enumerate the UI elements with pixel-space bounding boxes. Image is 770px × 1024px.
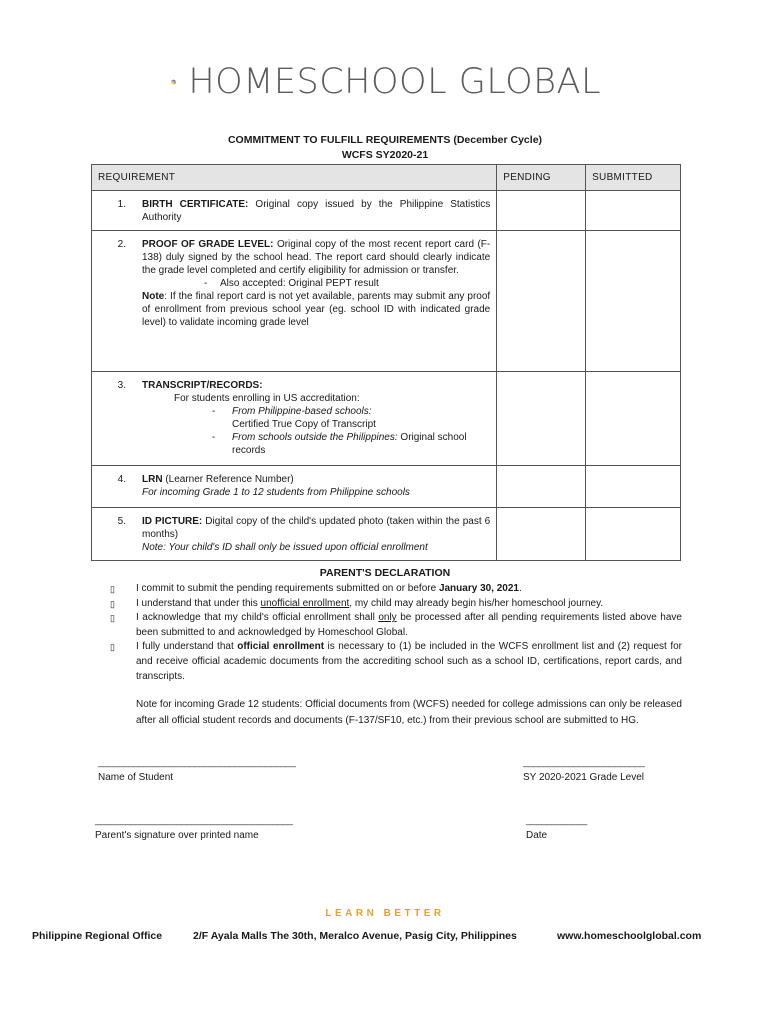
date-line[interactable]: ____________: [526, 815, 587, 826]
item-text: Digital copy of the child's updated photo (taken within the past 6 months): [142, 516, 491, 540]
item-label: BIRTH CERTIFICATE:: [142, 199, 249, 210]
student-name-line[interactable]: _______________________________________: [98, 757, 296, 768]
column-header-submitted: SUBMITTED: [586, 165, 681, 191]
date-label: Date: [526, 830, 548, 841]
item-label: PROOF OF GRADE LEVEL:: [142, 239, 274, 250]
item-number: 2.: [117, 239, 126, 250]
pending-cell[interactable]: [497, 191, 586, 231]
student-name-label: Name of Student: [98, 772, 174, 783]
grade-level-line[interactable]: ________________________: [523, 757, 645, 768]
item-number: 1.: [117, 199, 126, 210]
footer-office: Philippine Regional Office: [32, 930, 163, 942]
table-header-row: [92, 165, 681, 191]
submitted-cell[interactable]: [586, 508, 681, 561]
item-text: Original copy of the most recent report card (F-138) duly signed by the school head. The report card should clearly indicate the grade level completed and certify eligibility for admission or transfer.: [142, 239, 491, 276]
checkbox[interactable]: ▯: [110, 642, 115, 653]
note-label: Note: [142, 291, 165, 302]
table-row: [92, 191, 681, 231]
footer-tagline: LEARN BETTER: [325, 908, 445, 919]
brand-name: HOMESCHOOL GLOBAL: [188, 62, 601, 102]
table-row: 3. TRANSCRIPT/RECORDS: For students enrolling in US accreditation: - From Philippine-based schools: Certified True Copy of Transcript - From schools outside the Philippines: Original school records: [92, 372, 681, 466]
declaration-item: ▯ I understand that under this unofficial enrollment, my child may already begin his/her homeschool journey.: [110, 597, 682, 612]
declaration-item: ▯ I fully understand that official enrollment is necessary to (1) be included in the WCFS enrollment list and (2) request for and receive official academic documents from the accrediting school such as a school ID, certifications, report cards, and transcripts.: [110, 640, 682, 684]
table-row: [92, 508, 681, 561]
table-row: [92, 466, 681, 508]
os-schools-text: Original school records: [232, 432, 467, 456]
checkbox[interactable]: ▯: [110, 613, 115, 624]
item-label: TRANSCRIPT/RECORDS:: [142, 380, 263, 391]
grade-level-label: SY 2020-2021 Grade Level: [523, 772, 645, 783]
item-number: 4.: [117, 474, 126, 485]
document-title: COMMITMENT TO FULFILL REQUIREMENTS (December Cycle): [227, 134, 543, 146]
checkbox[interactable]: ▯: [110, 584, 115, 594]
submitted-cell[interactable]: [586, 466, 681, 508]
item-number: 5.: [117, 516, 126, 527]
submitted-cell[interactable]: [586, 231, 681, 372]
declaration-item: ▯ I acknowledge that my child's official enrollment shall only be processed after all pending requirements listed above have been submitted to and acknowledged by Homeschool Global.: [110, 611, 682, 640]
parent-signature-line[interactable]: _______________________________________: [95, 815, 293, 826]
declaration-title: PARENT'S DECLARATION: [319, 567, 451, 579]
document-subtitle: WCFS SY2020-21: [341, 149, 429, 161]
item-text: Original copy issued by the Philippine Statistics Authority: [142, 199, 491, 223]
homeschool-global-logo-icon: [171, 51, 176, 113]
deadline-date: January 30, 2021: [438, 583, 519, 594]
ph-schools-label: From Philippine-based schools:: [232, 406, 372, 417]
item-label: LRN: [142, 474, 163, 485]
footer-website[interactable]: www.homeschoolglobal.com: [557, 930, 702, 942]
table-row: 2. PROOF OF GRADE LEVEL: Original copy of the most recent report card (F-138) duly signed by the school head. The report card should clearly indicate the grade level completed and certify eligibility for admission or transfer. - Also accepted: Original PEPT result Note: If the final report card is not yet available, parents may submit any proof of enrollment from previous school year (eg. school ID with indicated grade level) to validate incoming grade level: [92, 231, 681, 372]
footer-address: 2/F Ayala Malls The 30th, Meralco Avenue, Pasig City, Philippines: [193, 930, 517, 942]
checkbox[interactable]: ▯: [110, 598, 115, 609]
pending-cell[interactable]: [497, 231, 586, 372]
brand-logo: [171, 50, 601, 114]
os-schools-label: From schools outside the Philippines:: [232, 432, 398, 443]
ph-schools-text: Certified True Copy of Transcript: [232, 419, 376, 430]
submitted-cell[interactable]: [586, 191, 681, 231]
declaration-list: [110, 582, 682, 684]
pending-cell[interactable]: [497, 372, 586, 466]
item-subtext: For incoming Grade 1 to 12 students from Philippine schools: [142, 487, 410, 498]
column-header-pending: PENDING: [497, 165, 586, 191]
submitted-cell[interactable]: [586, 372, 681, 466]
item-alternative: Also accepted: Original PEPT result: [220, 278, 379, 289]
item-text: (Learner Reference Number): [162, 474, 294, 485]
pending-cell[interactable]: [497, 508, 586, 561]
requirements-table: [91, 164, 681, 561]
declaration-item: ▯ I commit to submit the pending requirements submitted on or before January 30, 2021.: [110, 582, 682, 597]
item-intro: For students enrolling in US accreditation:: [174, 393, 360, 404]
pending-cell[interactable]: [497, 466, 586, 508]
item-subtext: Note: Your child's ID shall only be issued upon official enrollment: [142, 542, 428, 553]
item-note: : If the final report card is not yet available, parents may submit any proof of enrollment from previous school year (eg. school ID with indicated grade level) to validate incoming grade level: [142, 291, 491, 328]
item-number: 3.: [117, 380, 126, 391]
grade12-note: Note for incoming Grade 12 students: Official documents from (WCFS) needed for college admissions can only be released after all official student records and documents (F-137/SF10, etc.) from their previous school are submitted to HG.: [136, 699, 682, 726]
parent-signature-label: Parent's signature over printed name: [95, 830, 259, 841]
item-label: ID PICTURE:: [142, 516, 203, 527]
column-header-requirement: REQUIREMENT: [92, 165, 497, 191]
